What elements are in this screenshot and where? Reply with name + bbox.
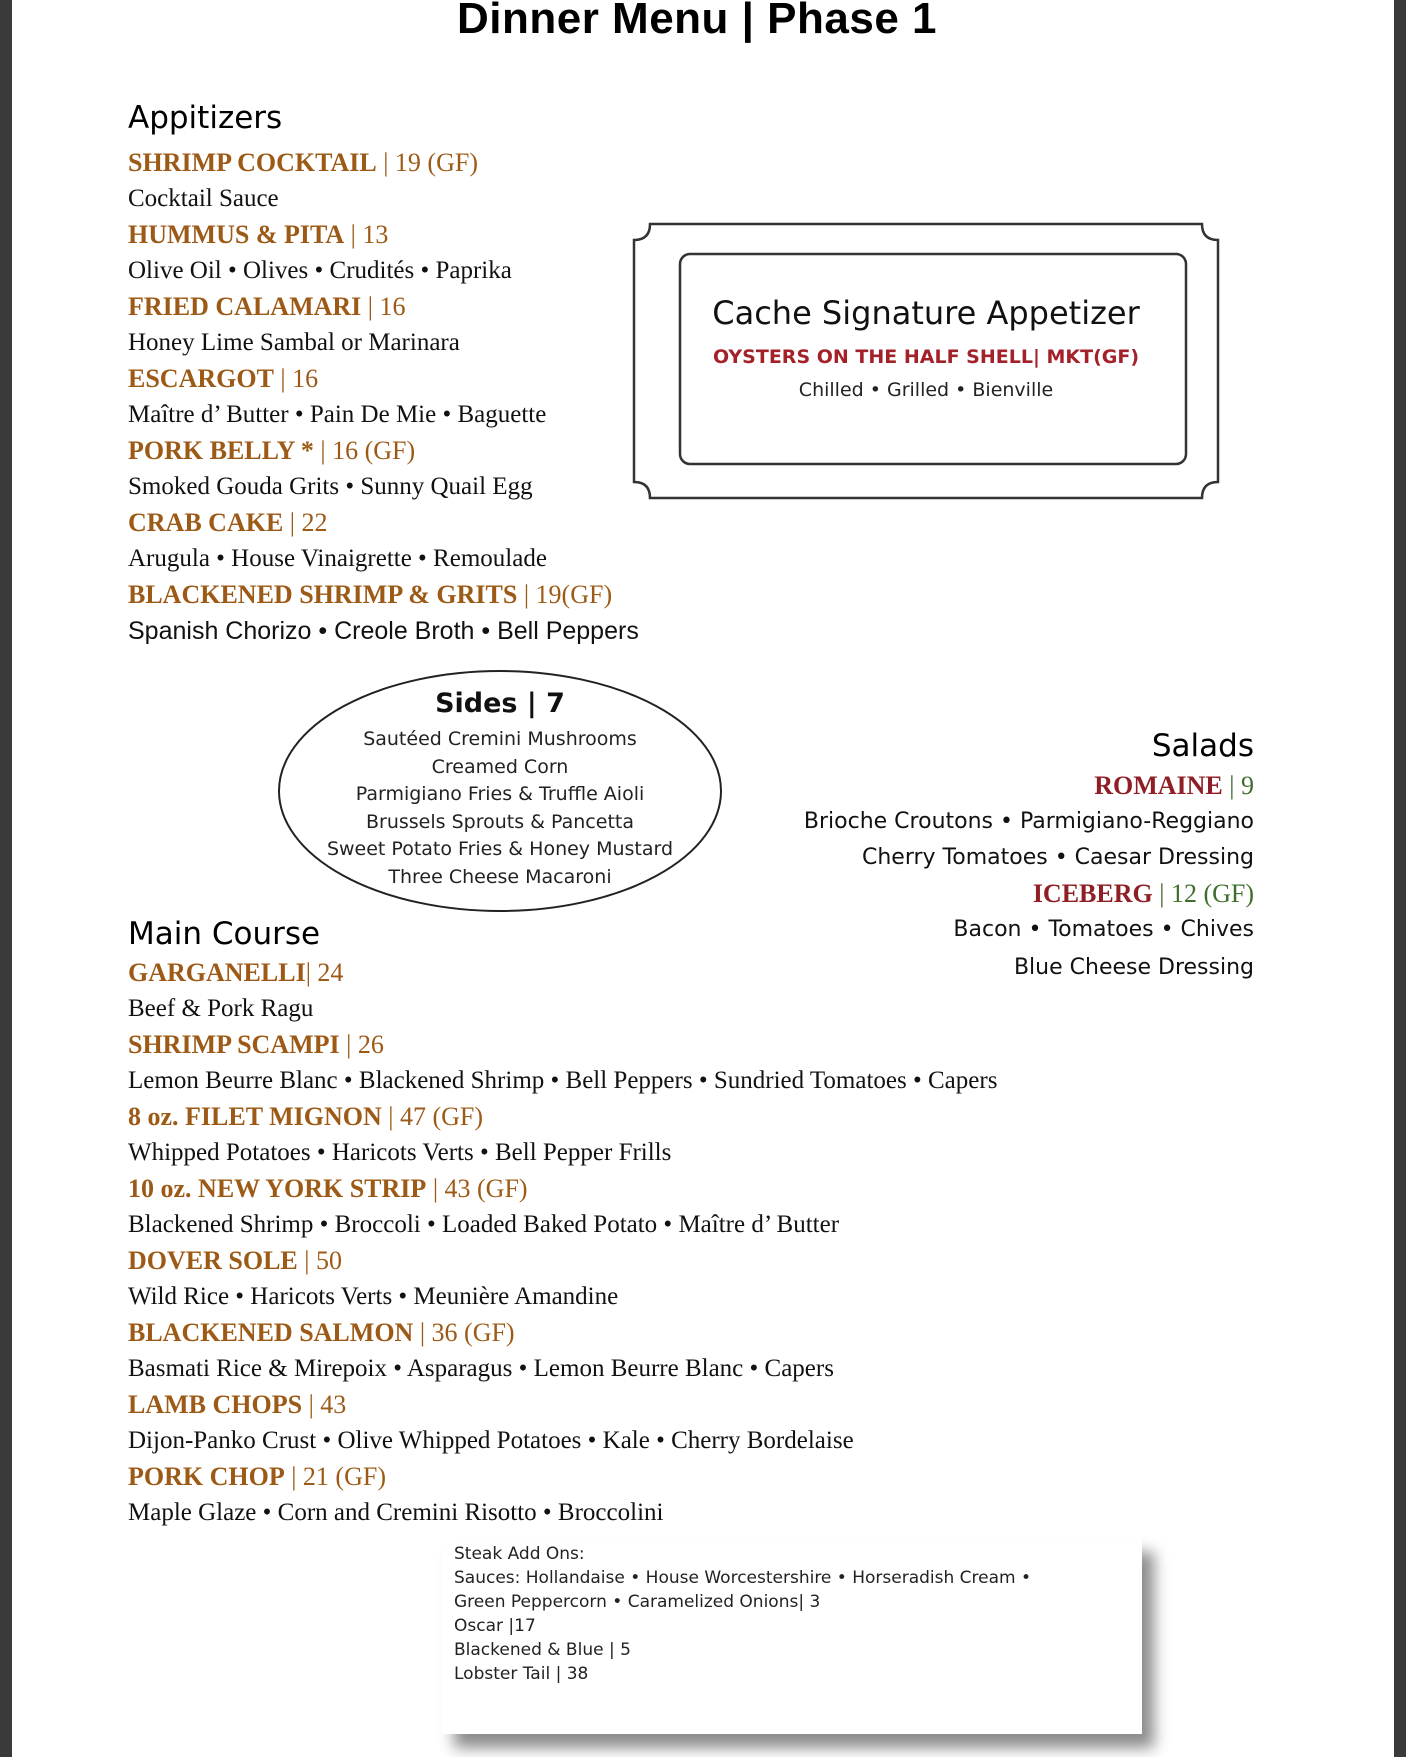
appetizer-name: HUMMUS & PITA | 13 — [128, 220, 389, 249]
appetizer-name: CRAB CAKE | 22 — [128, 508, 328, 537]
appetizer-desc: Spanish Chorizo • Creole Broth • Bell Peppers — [128, 617, 639, 645]
menu-page — [12, 0, 1394, 1757]
salads-heading: Salads — [1151, 728, 1254, 764]
side-item: Sautéed Cremini Mushrooms — [363, 728, 637, 750]
appetizer-desc: Maître d’ Butter • Pain De Mie • Baguette — [128, 401, 547, 428]
salad-romaine-desc: Cherry Tomatoes • Caesar Dressing — [861, 845, 1254, 870]
appetizer-name: ESCARGOT | 16 — [128, 364, 319, 393]
main-name: SHRIMP SCAMPI | 26 — [128, 1030, 384, 1059]
addons-line: Sauces: Hollandaise • House Worcestershire • Horseradish Cream • — [454, 1568, 1032, 1588]
main-name: LAMB CHOPS | 43 — [128, 1390, 347, 1419]
main-desc: Dijon-Panko Crust • Olive Whipped Potatoes • Kale • Cherry Bordelaise — [128, 1427, 854, 1454]
main-name: PORK CHOP | 21 (GF) — [128, 1462, 386, 1491]
side-item: Creamed Corn — [431, 755, 569, 778]
addons-line: Blackened & Blue | 5 — [454, 1640, 631, 1660]
salad-romaine-desc: Brioche Croutons • Parmigiano-Reggiano — [803, 809, 1254, 834]
salad-romaine-title: ROMAINE | 9 — [1094, 771, 1254, 800]
salad-iceberg-desc: Blue Cheese Dressing — [1013, 955, 1254, 980]
main-desc: Lemon Beurre Blanc • Blackened Shrimp • Bell Peppers • Sundried Tomatoes • Capers — [128, 1067, 998, 1094]
main-desc: Maple Glaze • Corn and Cremini Risotto • Broccolini — [128, 1499, 664, 1526]
main-course-heading: Main Course — [128, 916, 321, 952]
side-item: Sweet Potato Fries & Honey Mustard — [326, 838, 674, 861]
main-desc: Whipped Potatoes • Haricots Verts • Bell Pepper Frills — [128, 1139, 672, 1166]
main-name: GARGANELLI| 24 — [128, 958, 344, 987]
salad-iceberg-title: ICEBERG | 12 (GF) — [1032, 879, 1254, 908]
main-desc: Wild Rice • Haricots Verts • Meunière Amandine — [128, 1283, 619, 1310]
main-name: 8 oz. FILET MIGNON | 47 (GF) — [128, 1102, 484, 1131]
main-desc: Basmati Rice & Mirepoix • Asparagus • Lemon Beurre Blanc • Capers — [128, 1355, 834, 1382]
main-name: DOVER SOLE | 50 — [128, 1246, 342, 1275]
addons-line: Oscar |17 — [454, 1616, 536, 1636]
signature-appetizer-box — [632, 222, 1220, 500]
page-title: Dinner Menu | Phase 1 — [456, 0, 938, 43]
main-desc: Beef & Pork Ragu — [128, 995, 314, 1022]
side-item: Parmigiano Fries & Truffle Aioli — [355, 783, 645, 806]
signature-item: OYSTERS ON THE HALF SHELL| MKT(GF) — [712, 346, 1140, 368]
main-name: BLACKENED SALMON | 36 (GF) — [128, 1318, 515, 1347]
appetizer-desc: Olive Oil • Olives • Crudités • Paprika — [128, 257, 512, 284]
appetizer-desc: Arugula • House Vinaigrette • Remoulade — [128, 545, 547, 572]
side-item: Three Cheese Macaroni — [388, 865, 612, 888]
main-name: 10 oz. NEW YORK STRIP | 43 (GF) — [128, 1174, 528, 1203]
side-item: Brussels Sprouts & Pancetta — [366, 810, 634, 833]
addons-line: Green Peppercorn • Caramelized Onions| 3 — [454, 1592, 821, 1612]
appetizer-desc: Honey Lime Sambal or Marinara — [128, 329, 460, 356]
appetizer-desc: Smoked Gouda Grits • Sunny Quail Egg — [128, 473, 533, 500]
salads-section — [654, 724, 1254, 988]
appetizer-name: PORK BELLY * | 16 (GF) — [128, 436, 416, 465]
main-desc: Blackened Shrimp • Broccoli • Loaded Baked Potato • Maître d’ Butter — [128, 1211, 840, 1238]
salad-iceberg-desc: Bacon • Tomatoes • Chives — [953, 917, 1254, 942]
sides-title: Sides | 7 — [435, 688, 565, 719]
steak-addons-box — [442, 1538, 1142, 1734]
appetizers-list — [128, 145, 639, 649]
appetizer-desc: Cocktail Sauce — [128, 185, 279, 212]
signature-desc: Chilled • Grilled • Bienville — [798, 379, 1054, 401]
appetizers-heading: Appitizers — [128, 100, 283, 136]
addons-line: Lobster Tail | 38 — [454, 1664, 589, 1684]
addons-line: Steak Add Ons: — [454, 1544, 585, 1564]
main-course-list — [128, 955, 997, 1531]
appetizer-name: SHRIMP COCKTAIL | 19 (GF) — [128, 148, 478, 177]
signature-title: Cache Signature Appetizer — [712, 294, 1140, 332]
appetizer-name: BLACKENED SHRIMP & GRITS | 19(GF) — [128, 580, 613, 609]
appetizer-name: FRIED CALAMARI | 16 — [128, 292, 406, 321]
